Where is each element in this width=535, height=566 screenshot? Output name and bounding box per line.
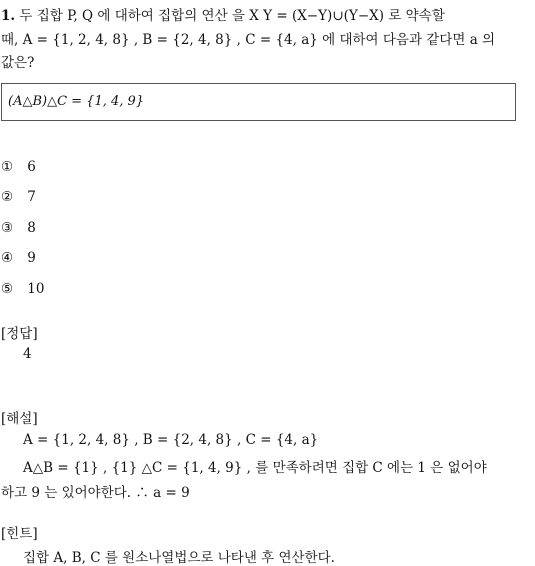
choice-5-mark: ⑤ <box>1 281 14 297</box>
choice-2[interactable] <box>1 189 36 205</box>
hint-label: [힌트] <box>1 526 38 542</box>
explanation-line-1: A = {1, 2, 4, 8} , B = {2, 4, 8} , C = {4, a} <box>23 432 319 448</box>
question-number: 1. <box>1 8 16 24</box>
choice-5[interactable] <box>1 281 44 297</box>
condition-text: (A△B)△C = {1, 4, 9} <box>8 94 145 109</box>
question-line-2: 때, A = {1, 2, 4, 8} , B = {2, 4, 8} , C = {4, a} 에 대하여 다음과 같다면 a 의 <box>1 32 496 48</box>
choice-2-mark: ② <box>1 189 14 205</box>
condition-box <box>1 83 516 121</box>
answer-value: 4 <box>23 346 32 362</box>
choice-1[interactable] <box>1 159 36 175</box>
question-line-3: 값은? <box>1 55 35 71</box>
question-line-1 <box>1 4 445 24</box>
choice-1-value: 6 <box>27 159 36 175</box>
choice-3[interactable] <box>1 220 36 236</box>
explanation-label: [해설] <box>1 411 38 427</box>
hint-line-1: 집합 A, B, C 를 원소나열법으로 나타낸 후 연산한다. <box>23 550 335 566</box>
explanation-line-2: A△B = {1} , {1} △C = {1, 4, 9} , 를 만족하려면 집합 C 에는 1 은 없어야 <box>23 460 487 476</box>
choice-3-value: 8 <box>27 220 36 236</box>
question-text-1: 두 집합 P, Q 에 대하여 집합의 연산 을 X Y = (X−Y)∪(Y−X) 로 약속할 <box>19 8 445 24</box>
choice-4[interactable] <box>1 250 36 266</box>
choice-5-value: 10 <box>27 281 45 297</box>
choice-1-mark: ① <box>1 159 14 175</box>
answer-label: [정답] <box>1 326 38 342</box>
explanation-line-3: 하고 9 는 있어야한다. ∴ a = 9 <box>1 485 190 501</box>
choice-4-value: 9 <box>27 250 36 266</box>
choice-2-value: 7 <box>27 189 36 205</box>
choice-4-mark: ④ <box>1 250 14 266</box>
choice-3-mark: ③ <box>1 220 14 236</box>
